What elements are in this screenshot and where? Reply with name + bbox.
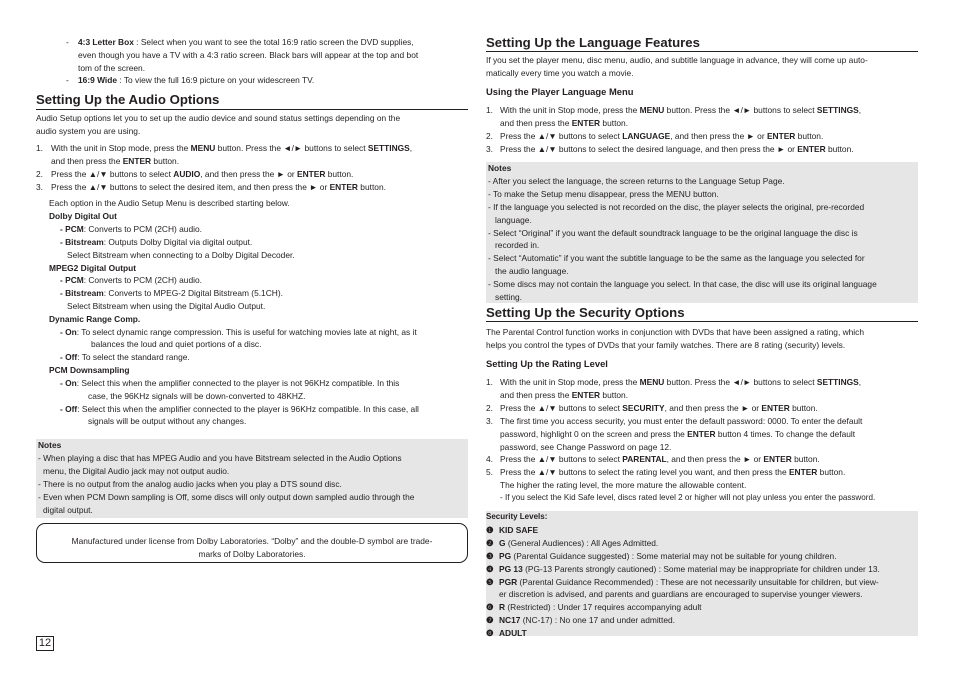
dolby-bitstream xyxy=(60,236,460,249)
step-text: button. Press the ◄/► buttons to select xyxy=(664,105,817,115)
step-number: 2. xyxy=(486,403,493,413)
level-name: PG xyxy=(499,550,512,561)
option-term: - PCM xyxy=(60,275,84,285)
mpeg-bitstream-note: Select Bitstream when using the Digital Audio Output. xyxy=(67,301,266,311)
level-number-icon: ❼ xyxy=(486,615,494,626)
step-number: 1. xyxy=(36,143,43,153)
audio-key: AUDIO xyxy=(173,169,201,179)
language-key: LANGUAGE xyxy=(622,131,671,141)
mpeg-heading: MPEG2 Digital Output xyxy=(49,263,137,273)
option-text: : Select this when the amplifier connected to the player is not 96KHz compatible. In this xyxy=(76,378,400,388)
notes-line: - Select “Automatic” if you want the subtitle language to be the same as the language you selected for xyxy=(488,253,865,264)
notes-line: - Some discs may not contain the language you select. In that case, the disc will use its original language xyxy=(488,279,877,290)
step-number: 3. xyxy=(486,416,493,426)
security-section-title: Setting Up the Security Options xyxy=(486,305,685,320)
step-text: The higher the rating level, the more mature the allowable content. xyxy=(500,479,747,490)
step-text: Press the ▲/▼ buttons to select xyxy=(500,454,623,464)
term-wide: 16:9 Wide xyxy=(78,75,118,85)
security-level-item xyxy=(486,601,916,614)
level-number-icon: ❻ xyxy=(486,602,494,613)
notes-line: - Select “Original” if you want the default soundtrack language to be the original language the disc is xyxy=(488,227,858,238)
step-text: Press the ▲/▼ buttons to select xyxy=(51,169,174,179)
step-text: button. xyxy=(795,131,824,141)
security-level-item xyxy=(486,614,916,627)
menu-key: MENU xyxy=(639,377,665,387)
step-text: button. xyxy=(325,169,354,179)
level-name: PG 13 xyxy=(499,563,523,574)
level-name: NC17 xyxy=(499,615,521,626)
option-text: : To select the standard range. xyxy=(77,352,190,362)
security-level-item xyxy=(486,550,916,563)
step-text: button. xyxy=(357,182,386,192)
levels-title: Security Levels: xyxy=(486,512,548,521)
step-text: and then press the xyxy=(500,117,572,128)
dolby-heading: Dolby Digital Out xyxy=(49,211,117,221)
level-name: KID SAFE xyxy=(499,524,539,535)
step-text: , xyxy=(858,377,862,387)
option-text: : Select this when the amplifier connected to the player is 96KHz compatible. In this case, all xyxy=(77,404,419,414)
dolby-bitstream-note: Select Bitstream when connecting to a Dolby Digital Decoder. xyxy=(67,250,295,260)
level-number-icon: ❹ xyxy=(486,563,494,574)
option-term: - On xyxy=(60,327,77,337)
step-number: 2. xyxy=(36,169,43,179)
security-step-2 xyxy=(486,402,918,415)
language-step-2 xyxy=(486,130,918,143)
notes-line: - There is no output from the analog audio jacks when you play a DTS sound disc. xyxy=(38,478,342,489)
drc-on-line-2: balances the loud and quiet portions of a disc. xyxy=(91,339,262,349)
step-text: password, highlight 0 on the screen and press the xyxy=(500,428,688,439)
enter-key: ENTER xyxy=(687,428,716,439)
audio-intro-line-1: Audio Setup options let you to set up the audio device and sound status settings depending on the xyxy=(36,113,401,123)
step-text: button. Press the ◄/► buttons to select xyxy=(215,143,368,153)
letterbox-text-2: even though you have a TV with a 4:3 ratio screen. Black bars will appear at the top and bot xyxy=(78,49,419,60)
each-option-text: Each option in the Audio Setup Menu is described starting below. xyxy=(49,198,290,208)
language-intro xyxy=(486,54,918,80)
security-step-3 xyxy=(486,415,918,454)
enter-key: ENTER xyxy=(571,389,601,400)
notes-line: - Even when PCM Down sampling is Off, some discs will only output down sampled audio through the xyxy=(38,491,415,502)
option-text: : Converts to MPEG-2 Digital Bitstream (5.1CH). xyxy=(103,288,283,298)
notes-title: Notes xyxy=(38,440,62,450)
option-term: - Bitstream xyxy=(60,237,104,247)
step-number: 1. xyxy=(486,377,493,387)
security-step-5 xyxy=(486,466,918,505)
drc-off xyxy=(60,351,460,364)
step-text: , and then press the ► or xyxy=(200,169,298,179)
step-text: button. xyxy=(789,403,818,413)
step-text: Press the ▲/▼ buttons to select the rating level you want, and then press the xyxy=(500,467,789,477)
security-level-item xyxy=(486,537,916,550)
notes-line: menu, the Digital Audio jack may not output audio. xyxy=(43,465,230,476)
level-number-icon: ❸ xyxy=(486,550,494,561)
step-text: With the unit in Stop mode, press the xyxy=(51,143,191,153)
security-intro-line-2: helps you control the types of DVDs that your family watches. There are 8 rating (security) levels. xyxy=(486,339,846,350)
level-name: ADULT xyxy=(499,628,527,639)
security-intro-line-1: The Parental Control function works in conjunction with DVDs that have been assigned a rating, which xyxy=(486,327,865,337)
step-text: , xyxy=(858,105,862,115)
level-description: (Parental Guidance Recommended) : These are not necessarily unsuitable for children, but view- xyxy=(517,576,879,587)
pcmd-heading: PCM Downsampling xyxy=(49,365,130,375)
step-text: button. xyxy=(825,144,854,154)
step-text: button. xyxy=(600,117,629,128)
step-number: 2. xyxy=(486,131,493,141)
pcmd-off xyxy=(60,403,470,416)
enter-key: ENTER xyxy=(297,169,326,179)
step-text: button. xyxy=(600,389,629,400)
security-level-item xyxy=(486,524,916,537)
audio-step-3 xyxy=(36,181,468,194)
step-number: 1. xyxy=(486,105,493,115)
parental-key: PARENTAL xyxy=(622,454,667,464)
wide-text: : To view the full 16:9 picture on your widescreen TV. xyxy=(117,75,315,85)
audio-step-1 xyxy=(36,142,468,168)
letterbox-text-3: tom of the screen. xyxy=(78,62,146,73)
dolby-pcm xyxy=(60,223,460,236)
bullet-dash: - xyxy=(66,75,69,85)
audio-section-title: Setting Up the Audio Options xyxy=(36,92,220,107)
language-intro-line-2: matically every time you watch a movie. xyxy=(486,67,634,78)
level-name: PGR xyxy=(499,576,518,587)
step-text: Press the ▲/▼ buttons to select the desired item, and then press the ► or xyxy=(51,182,330,192)
notes-line: setting. xyxy=(495,292,523,303)
language-intro-line-1: If you set the player menu, disc menu, audio, and subtitle language in advance, they will come up auto- xyxy=(486,55,868,65)
step-text: Press the ▲/▼ buttons to select the desired language, and then press the ► or xyxy=(500,144,798,154)
dolby-license-box xyxy=(36,523,468,563)
settings-key: SETTINGS xyxy=(367,143,410,153)
notes-line: - After you select the language, the screen returns to the Language Setup Page. xyxy=(488,175,785,186)
enter-key: ENTER xyxy=(761,403,790,413)
option-text: : Converts to PCM (2CH) audio. xyxy=(83,224,202,234)
level-description: (Parental Guidance suggested) : Some material may not be suitable for young children. xyxy=(511,550,837,561)
step-text: , and then press the ► or xyxy=(664,403,762,413)
language-step-1 xyxy=(486,104,918,130)
security-levels-box xyxy=(486,511,918,639)
notes-line: - To make the Setup menu disappear, press the MENU button. xyxy=(488,188,719,199)
menu-key: MENU xyxy=(639,105,665,115)
player-language-subheading: Using the Player Language Menu xyxy=(486,86,634,97)
step-text: , and then press the ► or xyxy=(666,454,764,464)
letterbox-text-1: : Select when you want to see the total 16:9 ratio screen the DVD supplies, xyxy=(133,37,414,47)
enter-key: ENTER xyxy=(797,144,826,154)
step-text: button. xyxy=(151,155,180,166)
aspect-item-wide xyxy=(66,74,466,87)
menu-key: MENU xyxy=(190,143,216,153)
level-name: G xyxy=(499,537,506,548)
notes-line: the audio language. xyxy=(495,266,569,277)
option-term: - PCM xyxy=(60,224,84,234)
step-text: button. xyxy=(817,467,846,477)
enter-key: ENTER xyxy=(122,155,152,166)
drc-on xyxy=(60,326,470,339)
step-text: With the unit in Stop mode, press the xyxy=(500,377,640,387)
aspect-item-letterbox xyxy=(66,36,466,75)
language-notes-box xyxy=(486,162,918,303)
rating-level-subheading: Setting Up the Rating Level xyxy=(486,358,608,369)
enter-key: ENTER xyxy=(788,467,818,477)
notes-line: language. xyxy=(495,214,532,225)
level-description: (General Audiences) : All Ages Admitted. xyxy=(505,537,659,548)
step-text: button 4 times. To change the default xyxy=(715,428,856,439)
level-description: (PG-13 Parents strongly cautioned) : Some material may be inappropriate for children under 13. xyxy=(522,563,880,574)
step-text: password, see Change Password on page 12. xyxy=(500,441,672,452)
step-text: , and then press the ► or xyxy=(670,131,767,141)
option-term: - Off xyxy=(60,352,78,362)
section-rule xyxy=(486,321,918,322)
level-number-icon: ❶ xyxy=(486,524,494,535)
security-step-1 xyxy=(486,376,918,402)
step-text: , xyxy=(409,143,413,153)
mpeg-bitstream xyxy=(60,287,460,300)
section-rule xyxy=(36,109,468,110)
license-line-1: Manufactured under license from Dolby Laboratories. “Dolby” and the double-D symbol are trade- xyxy=(71,536,433,546)
option-text: : Converts to PCM (2CH) audio. xyxy=(83,275,202,285)
notes-line: - If the language you selected is not recorded on the disc, the player selects the original, pre-recorded xyxy=(488,201,865,212)
language-section-title: Setting Up the Language Features xyxy=(486,35,700,50)
level-number-icon: ❽ xyxy=(486,628,494,639)
audio-intro xyxy=(36,112,468,138)
step-text: With the unit in Stop mode, press the xyxy=(500,105,640,115)
enter-key: ENTER xyxy=(571,117,601,128)
notes-line: digital output. xyxy=(43,504,93,515)
term-letterbox: 4:3 Letter Box xyxy=(78,37,134,47)
option-text: : To select dynamic range compression. This is useful for watching movies late at night, as it xyxy=(76,327,417,337)
step-text: button. Press the ◄/► buttons to select xyxy=(664,377,817,387)
drc-heading: Dynamic Range Comp. xyxy=(49,314,141,324)
security-level-item xyxy=(486,627,916,640)
level-name: R xyxy=(499,602,506,613)
step-text: - If you select the Kid Safe level, discs rated level 2 or higher will not play unless you enter the password. xyxy=(500,492,876,502)
language-step-3 xyxy=(486,143,918,156)
option-text: : Outputs Dolby Digital via digital output. xyxy=(103,237,253,247)
audio-notes-box xyxy=(36,439,468,518)
pcmd-off-line-2: signals will be output without any changes. xyxy=(88,416,247,426)
security-key: SECURITY xyxy=(622,403,665,413)
level-description-line-2: er discretion is advised, and parents and guardians are encouraged to supervise younger viewers. xyxy=(499,589,863,600)
license-line-2: marks of Dolby Laboratories. xyxy=(198,548,306,559)
security-intro xyxy=(486,326,918,352)
level-description: (NC-17) : No one 17 and under admitted. xyxy=(520,615,675,626)
level-description: (Restricted) : Under 17 requires accompanying adult xyxy=(505,602,702,613)
settings-key: SETTINGS xyxy=(816,377,859,387)
step-text: and then press the xyxy=(500,389,572,400)
option-term: - On xyxy=(60,378,77,388)
step-text: button. xyxy=(791,454,820,464)
pcmd-on xyxy=(60,377,470,390)
notes-line: - When playing a disc that has MPEG Audio and you have Bitstream selected in the Audio Options xyxy=(38,452,402,463)
security-level-item xyxy=(486,563,916,576)
step-text: Press the ▲/▼ buttons to select xyxy=(500,403,623,413)
section-rule xyxy=(486,51,918,52)
option-term: - Bitstream xyxy=(60,288,104,298)
step-text: Press the ▲/▼ buttons to select xyxy=(500,131,623,141)
step-number: 5. xyxy=(486,467,493,477)
step-number: 3. xyxy=(486,144,493,154)
audio-intro-line-2: audio system you are using. xyxy=(36,125,141,136)
pcmd-on-line-2: case, the 96KHz signals will be down-converted to 48KHZ. xyxy=(88,391,306,401)
security-step-4 xyxy=(486,453,918,466)
enter-key: ENTER xyxy=(763,454,792,464)
enter-key: ENTER xyxy=(766,131,796,141)
settings-key: SETTINGS xyxy=(816,105,859,115)
mpeg-pcm xyxy=(60,274,460,287)
security-level-item xyxy=(486,576,916,589)
level-number-icon: ❷ xyxy=(486,537,494,548)
step-text: and then press the xyxy=(51,155,123,166)
step-number: 3. xyxy=(36,182,43,192)
page-number: 12 xyxy=(36,636,54,651)
level-number-icon: ❺ xyxy=(486,576,494,587)
enter-key: ENTER xyxy=(329,182,358,192)
step-text: The first time you access security, you must enter the default password: 0000. To enter the default xyxy=(500,416,863,426)
bullet-dash: - xyxy=(66,37,69,47)
option-term: - Off xyxy=(60,404,78,414)
notes-line: recorded in. xyxy=(495,240,540,251)
audio-step-2 xyxy=(36,168,468,181)
step-number: 4. xyxy=(486,454,493,464)
notes-title: Notes xyxy=(488,163,512,173)
